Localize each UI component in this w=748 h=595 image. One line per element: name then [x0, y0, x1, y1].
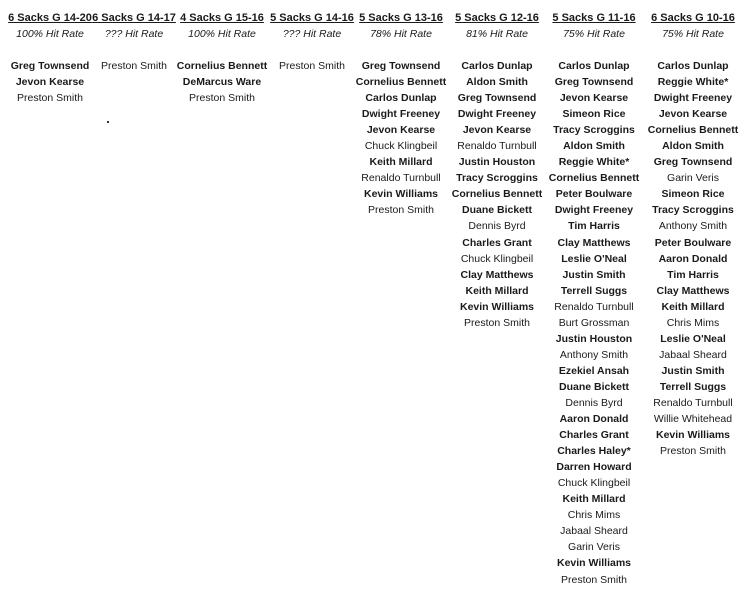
player-name: Charles Grant — [559, 429, 629, 442]
player-name: Aldon Smith — [662, 140, 724, 153]
player-name: Garin Veris — [667, 172, 719, 185]
player-name: Reggie White* — [558, 156, 630, 169]
player-name: DeMarcus Ware — [182, 76, 262, 89]
player-name: Duane Bickett — [461, 204, 533, 217]
player-name: Jevon Kearse — [462, 124, 532, 137]
player-name: Preston Smith — [17, 92, 83, 105]
player-name: Anthony Smith — [559, 348, 629, 361]
player-name: Preston Smith — [279, 60, 345, 72]
hit-rate: 78% Hit Rate — [370, 28, 432, 40]
player-name: Preston Smith — [464, 316, 530, 329]
hit-rate: ??? Hit Rate — [282, 28, 342, 40]
player-name: Carlos Dunlap — [461, 60, 533, 72]
player-name: Kevin Williams — [363, 188, 438, 201]
column-header: 5 Sacks G 12-16 — [455, 12, 539, 24]
player-name: Justin Smith — [661, 364, 725, 377]
column-5-sacks-g13-16 — [352, 10, 450, 218]
player-name: Jevon Kearse — [559, 92, 629, 105]
player-name: Clay Matthews — [656, 284, 730, 297]
player-name: Jabaal Sheard — [659, 348, 727, 361]
player-name: Keith Millard — [369, 156, 433, 169]
player-name: Peter Boulware — [654, 236, 732, 249]
player-list — [356, 58, 446, 218]
player-name: Tracy Scroggins — [553, 124, 635, 137]
player-list — [11, 58, 90, 106]
hit-rate: 100% Hit Rate — [16, 28, 84, 40]
player-name: Aldon Smith — [563, 140, 625, 153]
player-name: Tim Harris — [667, 268, 719, 281]
column-4-sacks-g15-16 — [172, 10, 272, 106]
player-name: Clay Matthews — [460, 268, 534, 281]
player-name: Cornelius Bennett — [355, 76, 447, 89]
player-name: Preston Smith — [561, 573, 627, 586]
player-name: Preston Smith — [189, 92, 255, 105]
player-name: Justin Smith — [562, 268, 626, 281]
hit-rate: 100% Hit Rate — [188, 28, 256, 40]
player-name: Chuck Klingbeil — [460, 252, 534, 265]
player-name: Dennis Byrd — [565, 396, 623, 409]
player-name: Cornelius Bennett — [176, 60, 268, 72]
player-list — [452, 58, 542, 331]
column-header: 5 Sacks G 13-16 — [359, 12, 443, 24]
column-header: 6 Sacks G 14-20 — [8, 12, 92, 24]
hit-rate: ??? Hit Rate — [104, 28, 164, 40]
player-name: Dwight Freeney — [361, 108, 441, 121]
player-name: Simeon Rice — [661, 188, 725, 201]
player-name: Jevon Kearse — [15, 76, 85, 89]
player-name: Justin Houston — [555, 332, 633, 345]
player-name: Chuck Klingbeil — [557, 477, 631, 490]
player-name: Peter Boulware — [555, 188, 633, 201]
hit-rate: 75% Hit Rate — [563, 28, 625, 40]
player-name: Aaron Donald — [658, 252, 728, 265]
hit-rate: 81% Hit Rate — [466, 28, 528, 40]
player-name: Kevin Williams — [556, 557, 631, 570]
column-header: 4 Sacks G 15-16 — [180, 12, 264, 24]
player-name: Ezekiel Ansah — [558, 364, 630, 377]
player-name: Leslie O'Neal — [561, 252, 627, 265]
player-name: Duane Bickett — [558, 380, 630, 393]
column-header: 6 Sacks G 14-17 — [92, 12, 176, 24]
player-name: Charles Grant — [462, 236, 532, 249]
player-name: Kevin Williams — [459, 300, 534, 313]
player-name: Renaldo Turnbull — [457, 140, 537, 153]
player-name: Terrell Suggs — [659, 380, 727, 393]
player-name: Keith Millard — [562, 493, 626, 506]
player-name: Cornelius Bennett — [451, 188, 543, 201]
column-6-sacks-g10-16 — [644, 10, 742, 459]
player-name: Simeon Rice — [562, 108, 626, 121]
player-name: Chris Mims — [666, 316, 720, 329]
player-name: Chuck Klingbeil — [364, 140, 438, 153]
player-name: Dwight Freeney — [554, 204, 634, 217]
column-5-sacks-g12-16 — [448, 10, 546, 331]
player-list — [177, 58, 267, 106]
hit-rate: 75% Hit Rate — [662, 28, 724, 40]
player-name: Dwight Freeney — [653, 92, 733, 105]
player-name: Cornelius Bennett — [647, 124, 739, 137]
player-name: Garin Veris — [568, 541, 620, 554]
player-name: Clay Matthews — [557, 236, 631, 249]
player-name: Jabaal Sheard — [560, 525, 628, 538]
player-name: Anthony Smith — [658, 220, 728, 233]
column-5-sacks-g11-16 — [545, 10, 643, 588]
column-6-sacks-g14-17 — [92, 10, 176, 74]
player-name: Cornelius Bennett — [548, 172, 640, 185]
player-name: Tim Harris — [568, 220, 620, 233]
player-list — [101, 58, 167, 74]
player-name: Preston Smith — [368, 204, 434, 217]
player-list — [549, 58, 639, 588]
player-name: Tracy Scroggins — [652, 204, 734, 217]
player-name: Dennis Byrd — [468, 220, 526, 233]
player-name: Carlos Dunlap — [657, 60, 729, 72]
column-header: 5 Sacks G 14-16 — [270, 12, 354, 24]
player-name: Willie Whitehead — [653, 413, 733, 426]
player-list — [648, 58, 738, 459]
column-header: 6 Sacks G 10-16 — [651, 12, 735, 24]
column-header: 5 Sacks G 11-16 — [552, 12, 636, 24]
stray-mark — [107, 121, 109, 123]
player-name: Tracy Scroggins — [456, 172, 538, 185]
player-name: Kevin Williams — [655, 429, 730, 442]
player-name: Carlos Dunlap — [365, 92, 437, 105]
player-name: Leslie O'Neal — [660, 332, 726, 345]
player-name: Greg Townsend — [653, 156, 733, 169]
player-name: Preston Smith — [660, 445, 726, 458]
player-name: Burt Grossman — [558, 316, 630, 329]
player-name: Aldon Smith — [466, 76, 528, 89]
player-name: Terrell Suggs — [560, 284, 628, 297]
column-5-sacks-g14-16 — [270, 10, 354, 74]
player-name: Renaldo Turnbull — [361, 172, 441, 185]
player-name: Keith Millard — [661, 300, 725, 313]
player-name: Greg Townsend — [457, 92, 537, 105]
player-name: Darren Howard — [556, 461, 632, 474]
player-name: Reggie White* — [657, 76, 729, 89]
player-name: Greg Townsend — [10, 60, 90, 72]
player-name: Carlos Dunlap — [558, 60, 630, 72]
player-name: Jevon Kearse — [366, 124, 436, 137]
player-name: Greg Townsend — [361, 60, 441, 72]
player-name: Charles Haley* — [557, 445, 631, 458]
player-name: Renaldo Turnbull — [554, 300, 634, 313]
player-name: Jevon Kearse — [658, 108, 728, 121]
player-name: Renaldo Turnbull — [653, 396, 733, 409]
player-name: Preston Smith — [101, 60, 167, 72]
player-name: Aaron Donald — [559, 413, 629, 426]
player-name: Justin Houston — [458, 156, 536, 169]
column-6-sacks-g14-20 — [2, 10, 98, 106]
player-name: Greg Townsend — [554, 76, 634, 89]
player-list — [279, 58, 345, 74]
player-name: Keith Millard — [465, 284, 529, 297]
player-name: Dwight Freeney — [457, 108, 537, 121]
player-name: Chris Mims — [567, 509, 621, 522]
